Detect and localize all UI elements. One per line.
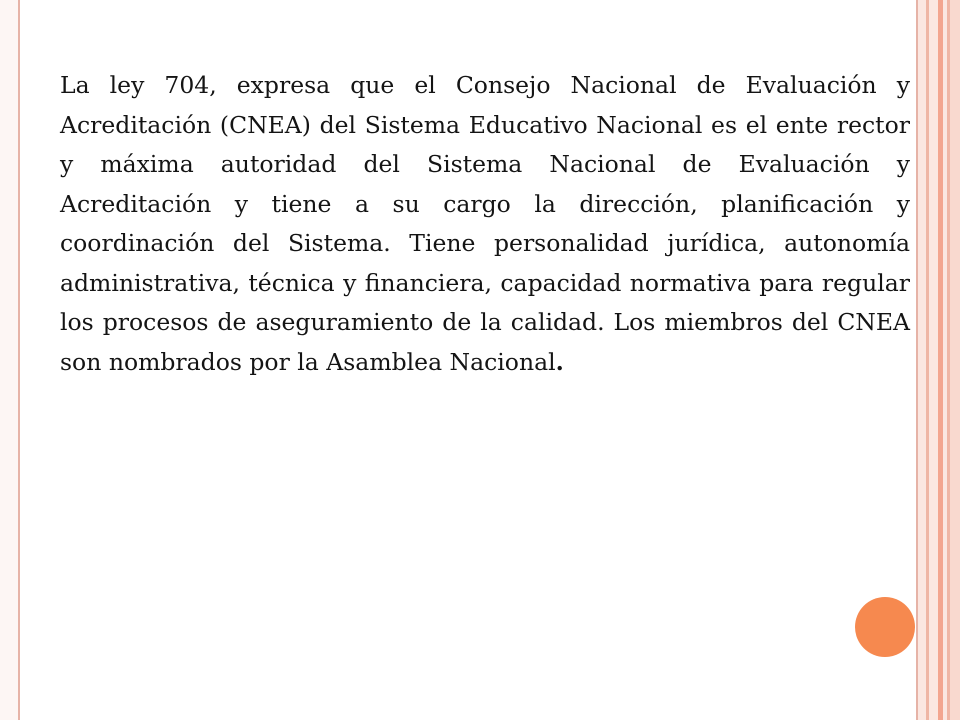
paragraph-end-period: . [555,347,564,376]
stripe [918,0,926,720]
stripe [950,0,960,720]
paragraph-text: La ley 704, expresa que el Consejo Nacional de Evaluación y Acreditación (CNEA) del Sistema Educativo Nacional es el ente rector y máxima autoridad del Sistema Nacional de Evaluación y Acreditación y tiene a su cargo la dirección, planificación y coordinación del Sistema. Tiene personalidad jurídica, autonomía administrativa, técnica y financiera, capacidad normativa para regular los procesos de aseguramiento de la calidad. Los miembros del CNEA son nombrados por la Asamblea Nacional [60,71,910,376]
left-frame-line [18,0,20,720]
accent-circle-decoration [855,597,915,657]
right-decorative-stripes [918,0,960,720]
slide-body-paragraph [60,66,910,382]
stripe [929,0,938,720]
